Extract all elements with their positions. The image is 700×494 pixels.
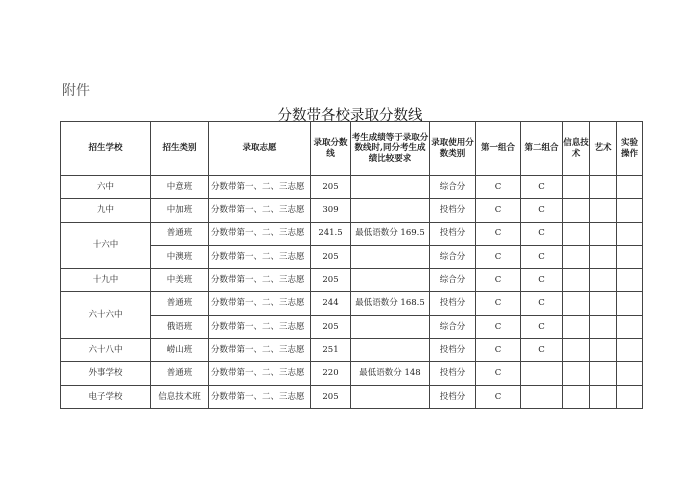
lab-cell — [617, 315, 643, 338]
admission-score-table — [60, 121, 643, 409]
choice-cell: 分数带第一、二、三志愿 — [209, 269, 311, 292]
score-type-cell: 综合分 — [430, 315, 476, 338]
choice-cell: 分数带第一、二、三志愿 — [209, 315, 311, 338]
art-cell — [590, 339, 617, 362]
table-row — [61, 292, 643, 315]
category-cell: 中加班 — [151, 199, 209, 222]
document-title: 分数带各校录取分数线 — [277, 108, 423, 124]
school-cell: 十六中 — [61, 222, 151, 269]
group1-cell: C — [476, 245, 521, 268]
school-cell: 六十六中 — [61, 292, 151, 339]
art-cell — [590, 315, 617, 338]
it-cell — [563, 245, 590, 268]
category-cell: 中美班 — [151, 269, 209, 292]
group2-cell: C — [521, 199, 563, 222]
tie-rule-cell: 最低语数分 148 — [351, 362, 430, 385]
lab-cell — [617, 269, 643, 292]
category-cell: 俄语班 — [151, 315, 209, 338]
lab-cell — [617, 199, 643, 222]
group2-cell: C — [521, 339, 563, 362]
score-cell: 205 — [311, 245, 351, 268]
tie-rule-cell — [351, 315, 430, 338]
school-cell: 电子学校 — [61, 385, 151, 408]
lab-cell — [617, 362, 643, 385]
choice-cell: 分数带第一、二、三志愿 — [209, 199, 311, 222]
category-cell: 崂山班 — [151, 339, 209, 362]
attachment-label: 附件 — [62, 83, 90, 99]
school-cell: 外事学校 — [61, 362, 151, 385]
art-cell — [590, 176, 617, 199]
choice-cell: 分数带第一、二、三志愿 — [209, 176, 311, 199]
score-cell: 251 — [311, 339, 351, 362]
header-score-line: 录取分数线 — [311, 122, 351, 176]
score-type-cell: 综合分 — [430, 269, 476, 292]
header-art: 艺术 — [590, 122, 617, 176]
category-cell: 普通班 — [151, 292, 209, 315]
school-cell: 九中 — [61, 199, 151, 222]
art-cell — [590, 199, 617, 222]
score-cell: 220 — [311, 362, 351, 385]
group2-cell — [521, 385, 563, 408]
header-it: 信息技术 — [563, 122, 590, 176]
lab-cell — [617, 176, 643, 199]
choice-cell: 分数带第一、二、三志愿 — [209, 245, 311, 268]
school-cell: 十九中 — [61, 269, 151, 292]
tie-rule-cell — [351, 339, 430, 362]
category-cell: 普通班 — [151, 222, 209, 245]
header-school: 招生学校 — [61, 122, 151, 176]
table-row — [61, 339, 643, 362]
score-cell: 205 — [311, 269, 351, 292]
header-category: 招生类别 — [151, 122, 209, 176]
it-cell — [563, 292, 590, 315]
group1-cell: C — [476, 292, 521, 315]
lab-cell — [617, 245, 643, 268]
score-type-cell: 投档分 — [430, 362, 476, 385]
score-type-cell: 综合分 — [430, 245, 476, 268]
it-cell — [563, 176, 590, 199]
score-cell: 205 — [311, 315, 351, 338]
choice-cell: 分数带第一、二、三志愿 — [209, 385, 311, 408]
table-row — [61, 176, 643, 199]
header-choice: 录取志愿 — [209, 122, 311, 176]
category-cell: 中澳班 — [151, 245, 209, 268]
category-cell: 信息技术班 — [151, 385, 209, 408]
header-group1: 第一组合 — [476, 122, 521, 176]
score-cell: 205 — [311, 176, 351, 199]
group1-cell: C — [476, 385, 521, 408]
table-row — [61, 362, 643, 385]
choice-cell: 分数带第一、二、三志愿 — [209, 362, 311, 385]
score-cell: 244 — [311, 292, 351, 315]
art-cell — [590, 222, 617, 245]
group1-cell: C — [476, 315, 521, 338]
tie-rule-cell — [351, 199, 430, 222]
group2-cell — [521, 362, 563, 385]
score-type-cell: 投档分 — [430, 199, 476, 222]
choice-cell: 分数带第一、二、三志愿 — [209, 292, 311, 315]
art-cell — [590, 245, 617, 268]
group2-cell: C — [521, 176, 563, 199]
it-cell — [563, 199, 590, 222]
table-header-row — [61, 122, 643, 176]
table-row — [61, 385, 643, 408]
category-cell: 普通班 — [151, 362, 209, 385]
art-cell — [590, 292, 617, 315]
score-cell: 205 — [311, 385, 351, 408]
table-row — [61, 222, 643, 245]
score-type-cell: 综合分 — [430, 176, 476, 199]
art-cell — [590, 385, 617, 408]
group1-cell: C — [476, 222, 521, 245]
choice-cell: 分数带第一、二、三志愿 — [209, 222, 311, 245]
school-cell: 六中 — [61, 176, 151, 199]
header-lab: 实验操作 — [617, 122, 643, 176]
school-cell: 六十八中 — [61, 339, 151, 362]
group1-cell: C — [476, 176, 521, 199]
category-cell: 中意班 — [151, 176, 209, 199]
tie-rule-cell — [351, 385, 430, 408]
it-cell — [563, 315, 590, 338]
tie-rule-cell: 最低语数分 168.5 — [351, 292, 430, 315]
it-cell — [563, 222, 590, 245]
score-cell: 241.5 — [311, 222, 351, 245]
score-type-cell: 投档分 — [430, 222, 476, 245]
it-cell — [563, 339, 590, 362]
header-score-type: 录取使用分数类别 — [430, 122, 476, 176]
header-tie-rule: 考生成绩等于录取分数线时,同分考生成绩比较要求 — [351, 122, 430, 176]
score-type-cell: 投档分 — [430, 385, 476, 408]
group2-cell: C — [521, 222, 563, 245]
tie-rule-cell — [351, 176, 430, 199]
it-cell — [563, 269, 590, 292]
tie-rule-cell — [351, 245, 430, 268]
group2-cell: C — [521, 315, 563, 338]
group1-cell: C — [476, 339, 521, 362]
tie-rule-cell: 最低语数分 169.5 — [351, 222, 430, 245]
lab-cell — [617, 292, 643, 315]
it-cell — [563, 385, 590, 408]
table-row — [61, 269, 643, 292]
it-cell — [563, 362, 590, 385]
group2-cell: C — [521, 269, 563, 292]
group2-cell: C — [521, 292, 563, 315]
lab-cell — [617, 339, 643, 362]
group1-cell: C — [476, 199, 521, 222]
tie-rule-cell — [351, 269, 430, 292]
table-row — [61, 199, 643, 222]
choice-cell: 分数带第一、二、三志愿 — [209, 339, 311, 362]
lab-cell — [617, 385, 643, 408]
group2-cell: C — [521, 245, 563, 268]
header-group2: 第二组合 — [521, 122, 563, 176]
group1-cell: C — [476, 269, 521, 292]
art-cell — [590, 362, 617, 385]
art-cell — [590, 269, 617, 292]
group1-cell: C — [476, 362, 521, 385]
lab-cell — [617, 222, 643, 245]
score-cell: 309 — [311, 199, 351, 222]
score-type-cell: 投档分 — [430, 292, 476, 315]
score-type-cell: 投档分 — [430, 339, 476, 362]
